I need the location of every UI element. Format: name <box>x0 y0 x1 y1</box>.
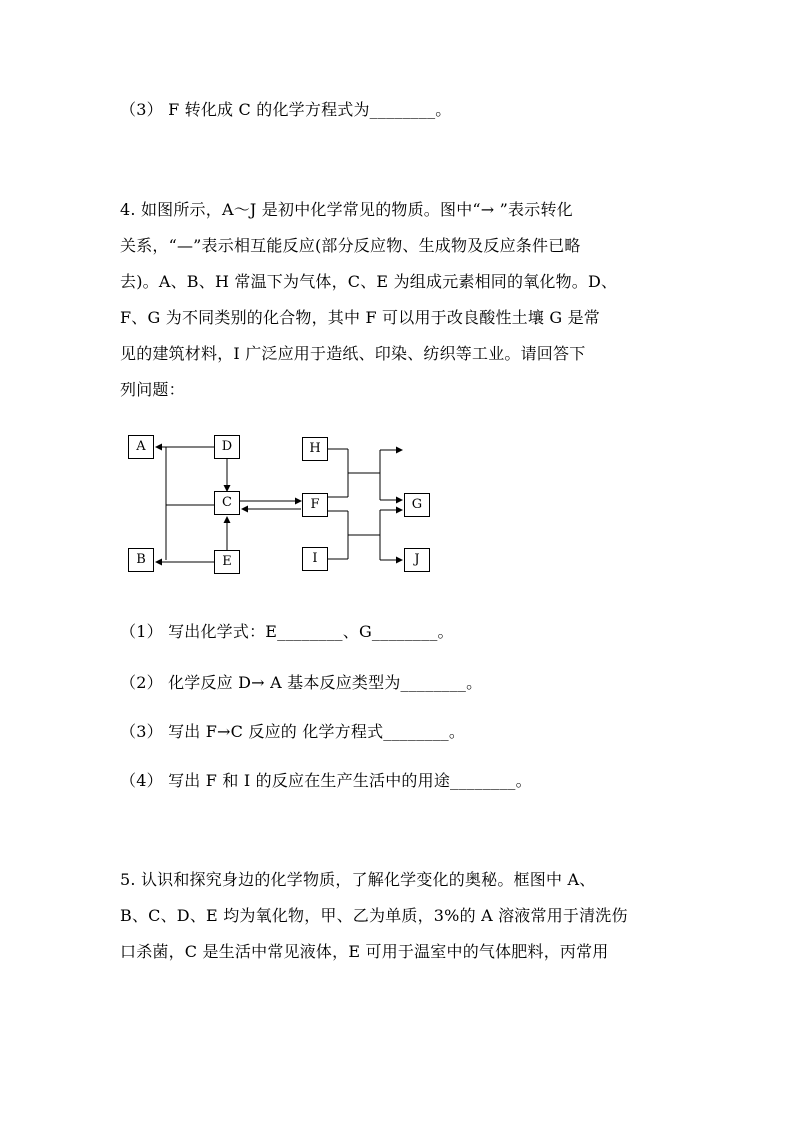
q4-stem-line-2: 关系，“—”表示相互能反应(部分反应物、生成物及反应条件已略 <box>120 236 581 255</box>
q4-stem-line-6: 列问题： <box>120 380 185 399</box>
node-d: D <box>214 435 240 459</box>
node-c: C <box>214 491 240 515</box>
node-f: F <box>302 493 328 517</box>
q4-stem-line-3: 去)。A、B、H 常温下为气体，C、E 为组成元素相同的氧化物。D、 <box>120 272 618 291</box>
q5-stem-line-3: 口杀菌，C 是生活中常见液体，E 可用于温室中的气体肥料，丙常用 <box>120 942 609 961</box>
node-j: J <box>404 548 430 572</box>
q5-stem-line-2: B、C、D、E 均为氧化物，甲、乙为单质，3%的 A 溶液常用于清洗伤 <box>120 906 628 925</box>
reaction-diagram <box>120 425 450 585</box>
q4-stem-line-4: F、G 为不同类别的化合物，其中 F 可以用于改良酸性土壤 G 是常 <box>120 308 600 327</box>
node-b: B <box>128 548 154 572</box>
node-a: A <box>128 435 154 459</box>
q4-sub-2: （2） 化学反应 D→ A 基本反应类型为________。 <box>120 673 483 692</box>
diagram-connectors <box>120 425 450 585</box>
node-g: G <box>404 493 430 517</box>
q4-stem-line-1: 4. 如图所示，A～J 是初中化学常见的物质。图中“→ ”表示转化 <box>120 200 573 219</box>
q4-sub-4: （4） 写出 F 和 I 的反应在生产生活中的用途________。 <box>120 771 532 790</box>
node-h: H <box>302 437 328 461</box>
q4-sub-3: （3） 写出 F→C 反应的 化学方程式________。 <box>120 722 466 741</box>
node-i: I <box>302 547 328 571</box>
q4-sub-1: （1） 写出化学式：E________、G________。 <box>120 622 454 641</box>
q3-prev-text: （3） F 转化成 C 的化学方程式为________。 <box>120 100 452 119</box>
q5-stem-line-1: 5. 认识和探究身边的化学物质，了解化学变化的奥秘。框图中 A、 <box>120 870 596 889</box>
node-e: E <box>214 550 240 574</box>
q4-stem-line-5: 见的建筑材料，I 广泛应用于造纸、印染、纺织等工业。请回答下 <box>120 344 586 363</box>
